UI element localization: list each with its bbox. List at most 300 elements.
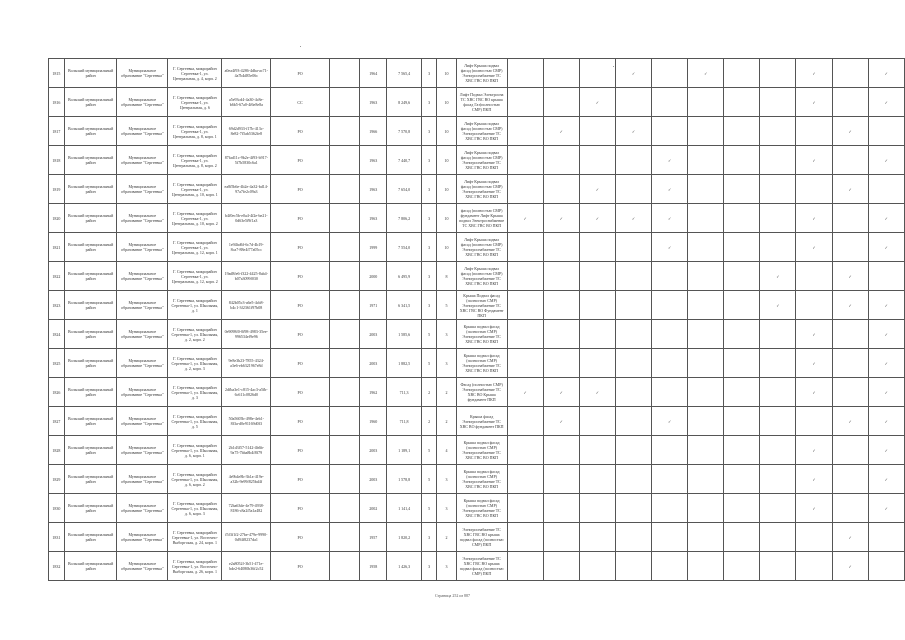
empty-check-cell	[796, 552, 832, 581]
municipality-cell: Муниципальное образование "Сергеевка"	[117, 407, 168, 436]
municipality-cell: Муниципальное образование "Сергеевка"	[117, 262, 168, 291]
entrances-cell: 2	[437, 523, 456, 552]
empty-check-cell	[543, 146, 579, 175]
empty-check-cell	[760, 88, 796, 117]
row-number: 1818	[49, 146, 65, 175]
district-cell: Вольский муниципальный район	[64, 407, 117, 436]
checkmark-icon: ✓	[868, 204, 904, 233]
empty-check-cell	[616, 146, 652, 175]
empty-check-cell	[832, 465, 868, 494]
checkmark-icon: ✓	[760, 291, 796, 320]
year-cell: 2002	[360, 494, 387, 523]
empty-check-cell	[868, 523, 904, 552]
checkmark-icon: ✓	[652, 407, 688, 436]
fias-guid-cell: 50a5605b-498e-4eb1-8f3a-d0e91169d0f3	[222, 407, 271, 436]
checkmark-icon: ✓	[652, 204, 688, 233]
account-form-cell: РО	[271, 436, 330, 465]
empty-check-cell	[652, 349, 688, 378]
district-cell: Вольский муниципальный район	[64, 552, 117, 581]
empty-check-cell	[724, 320, 760, 349]
empty-check-cell	[616, 233, 652, 262]
empty-cell	[329, 436, 359, 465]
account-form-cell: РО	[271, 465, 330, 494]
empty-check-cell	[579, 494, 615, 523]
floors-cell: 2	[421, 378, 436, 407]
empty-check-cell	[796, 523, 832, 552]
checkmark-icon: ✓	[616, 204, 652, 233]
row-number: 1826	[49, 378, 65, 407]
municipality-cell: Муниципальное образование "Сергеевка"	[117, 88, 168, 117]
table-row	[49, 233, 905, 262]
account-form-cell: РО	[271, 494, 330, 523]
empty-check-cell	[760, 552, 796, 581]
empty-check-cell	[724, 204, 760, 233]
table-row	[49, 88, 905, 117]
empty-check-cell	[543, 88, 579, 117]
empty-check-cell	[543, 436, 579, 465]
empty-check-cell	[507, 465, 543, 494]
year-cell: 1999	[360, 233, 387, 262]
row-number: 1830	[49, 494, 65, 523]
empty-check-cell	[688, 320, 724, 349]
empty-check-cell	[688, 378, 724, 407]
works-list-cell: Крыша подвал фасад (полностью СМР) Электроснабжение ТС ХВС ГВС ВО ПКП	[456, 465, 507, 494]
checkmark-icon: ✓	[796, 436, 832, 465]
empty-check-cell	[507, 320, 543, 349]
year-cell: 2003	[360, 320, 387, 349]
year-cell: 1960	[360, 407, 387, 436]
floors-cell: 3	[421, 552, 436, 581]
floors-cell: 3	[421, 175, 436, 204]
area-cell: 7 554,0	[387, 233, 422, 262]
works-list-cell: Лифт Крыша подвал фасад (полностью СМР) Электроснабжение ТС ХВС ГВС ВО ПКП	[456, 59, 507, 88]
entrances-cell: 10	[437, 204, 456, 233]
checkmark-icon: ✓	[652, 146, 688, 175]
fias-guid-cell: 69d2d933-f17b-413c-8e82-7f5ab5362fe8	[222, 117, 271, 146]
address-cell: Г. Сергеевка, микрорайон Сергеевка-1, ул. Школьная, д. 3	[168, 378, 222, 407]
floors-cell: 3	[421, 88, 436, 117]
table-row	[49, 117, 905, 146]
empty-check-cell	[688, 407, 724, 436]
floors-cell: 5	[421, 465, 436, 494]
empty-check-cell	[832, 233, 868, 262]
empty-check-cell	[724, 88, 760, 117]
empty-check-cell	[579, 552, 615, 581]
account-form-cell: РО	[271, 262, 330, 291]
empty-check-cell	[579, 436, 615, 465]
address-cell: Г. Сергеевка, микрорайон Сергеевка-1, ул. Школьная, д. 6, корп. 3	[168, 494, 222, 523]
fias-guid-cell: 72ba63de-4e79-4938-8186-c8a2f5a1a482	[222, 494, 271, 523]
entrances-cell: 5	[437, 291, 456, 320]
area-cell: 6 495,9	[387, 262, 422, 291]
empty-check-cell	[507, 233, 543, 262]
floors-cell: 3	[421, 523, 436, 552]
fias-guid-cell: 842b05c3-a6e5-4cb8-b4c1-3f2361f97b08	[222, 291, 271, 320]
municipality-cell: Муниципальное образование "Сергеевка"	[117, 465, 168, 494]
district-cell: Вольский муниципальный район	[64, 349, 117, 378]
checkmark-icon: ✓	[796, 59, 832, 88]
checkmark-icon: ✓	[868, 233, 904, 262]
empty-check-cell	[832, 59, 868, 88]
empty-check-cell	[507, 494, 543, 523]
table-row	[49, 349, 905, 378]
works-list-cell: фасад (полностью СМР) фундамент Лифт Крыша подвал Электроснабжение ТС ХВС ГВС ВО ПКП	[456, 204, 507, 233]
checkmark-icon: ✓	[868, 378, 904, 407]
empty-check-cell	[724, 436, 760, 465]
empty-check-cell	[868, 117, 904, 146]
checkmark-icon: ✓	[652, 175, 688, 204]
empty-check-cell	[579, 146, 615, 175]
empty-check-cell	[579, 465, 615, 494]
year-cell: 1966	[360, 117, 387, 146]
checkmark-icon: ✓	[868, 146, 904, 175]
address-cell: Г. Сергеевка, микрорайон Сергеевка-1, ул. Центральная, д. 6	[168, 88, 222, 117]
empty-check-cell	[724, 465, 760, 494]
works-list-cell: Электроснабжение ТС ХВС ГВС ВО крыша подвал фасад (полностью СМР) ПКП	[456, 523, 507, 552]
empty-cell	[329, 88, 359, 117]
area-cell: 1 820,2	[387, 523, 422, 552]
address-cell: Г. Сергеевка, микрорайон Сергеевка-1, ул. Школьная, д. 5	[168, 407, 222, 436]
year-cell: 1964	[360, 59, 387, 88]
entrances-cell: 2	[437, 407, 456, 436]
empty-cell	[329, 59, 359, 88]
area-cell: 711,3	[387, 378, 422, 407]
empty-check-cell	[616, 88, 652, 117]
fias-guid-cell: 87fad11c-9b2e-4f93-b917-5f7b5830c6a1	[222, 146, 271, 175]
row-number: 1831	[49, 523, 65, 552]
address-cell: Г. Сергеевка, микрорайон Сергеевка-1, ул. Школьная, д. 2, корп. 2	[168, 320, 222, 349]
empty-check-cell	[616, 494, 652, 523]
empty-check-cell	[543, 465, 579, 494]
empty-check-cell	[724, 117, 760, 146]
empty-check-cell	[579, 262, 615, 291]
checkmark-icon: ✓	[832, 407, 868, 436]
area-cell: 1 585,6	[387, 320, 422, 349]
empty-check-cell	[652, 117, 688, 146]
empty-cell	[329, 378, 359, 407]
works-list-cell: Крыша фасад Электроснабжение ТС ХВС ВО фундамент ПКП	[456, 407, 507, 436]
fias-guid-cell: 19ad8fe6-f322-4425-8ab4-b07a3099f030	[222, 262, 271, 291]
district-cell: Вольский муниципальный район	[64, 88, 117, 117]
district-cell: Вольский муниципальный район	[64, 233, 117, 262]
row-number: 1820	[49, 204, 65, 233]
row-number: 1829	[49, 465, 65, 494]
empty-check-cell	[868, 552, 904, 581]
empty-check-cell	[652, 523, 688, 552]
empty-check-cell	[616, 175, 652, 204]
account-form-cell: РО	[271, 117, 330, 146]
checkmark-icon: ✓	[796, 320, 832, 349]
empty-check-cell	[616, 552, 652, 581]
municipality-cell: Муниципальное образование "Сергеевка"	[117, 233, 168, 262]
address-cell: Г. Сергеевка, микрорайон Сергеевка-1, ул. Центральная, д. 4, корп. 2	[168, 59, 222, 88]
account-form-cell: РО	[271, 291, 330, 320]
district-cell: Вольский муниципальный район	[64, 378, 117, 407]
area-cell: 8 249,6	[387, 88, 422, 117]
table-row	[49, 204, 905, 233]
checkmark-icon: ✓	[832, 175, 868, 204]
table-row	[49, 262, 905, 291]
works-list-cell: Крыша подвал фасад (полностью СМР) Электроснабжение ТС ХВС ГВС ВО ПКП	[456, 436, 507, 465]
empty-check-cell	[832, 436, 868, 465]
checkmark-icon: ✓	[579, 378, 615, 407]
empty-check-cell	[616, 407, 652, 436]
floors-cell: 3	[421, 233, 436, 262]
empty-check-cell	[760, 378, 796, 407]
checkmark-icon: ✓	[796, 349, 832, 378]
district-cell: Вольский муниципальный район	[64, 523, 117, 552]
account-form-cell: СС	[271, 88, 330, 117]
year-cell: 1963	[360, 204, 387, 233]
fias-guid-cell: 0e9098f0-0f98-4983-35ee-996534ef9e96	[222, 320, 271, 349]
empty-check-cell	[652, 88, 688, 117]
checkmark-icon: ✓	[796, 233, 832, 262]
empty-check-cell	[616, 378, 652, 407]
empty-check-cell	[652, 320, 688, 349]
empty-check-cell	[543, 233, 579, 262]
address-cell: Г. Сергеевка, микрорайон Сергеевка-1, ул. Центральная, д. 10, корп. 2	[168, 204, 222, 233]
municipality-cell: Муниципальное образование "Сергеевка"	[117, 291, 168, 320]
account-form-cell: РО	[271, 233, 330, 262]
account-form-cell: РО	[271, 552, 330, 581]
entrances-cell: 2	[437, 378, 456, 407]
area-cell: 7 570,8	[387, 117, 422, 146]
empty-check-cell	[543, 59, 579, 88]
checkmark-icon: ✓	[579, 175, 615, 204]
empty-cell	[329, 523, 359, 552]
empty-check-cell	[543, 494, 579, 523]
empty-check-cell	[616, 349, 652, 378]
checkmark-icon: ✓	[652, 233, 688, 262]
empty-check-cell	[724, 349, 760, 378]
address-cell: Г. Сергеевка, микрорайон Сергеевка-1, ул. Центральная, д. 8, корп. 2	[168, 146, 222, 175]
fias-guid-cell: a5e93cd4-4a30-4c8e-b6b5-67a0-4f6e8e8a	[222, 88, 271, 117]
municipality-cell: Муниципальное образование "Сергеевка"	[117, 378, 168, 407]
municipality-cell: Муниципальное образование "Сергеевка"	[117, 117, 168, 146]
checkmark-icon: ✓	[868, 407, 904, 436]
address-cell: Г. Сергеевка, микрорайон Сергеевка-1, ул. Школьная, д. 6, корп. 1	[168, 436, 222, 465]
empty-check-cell	[724, 523, 760, 552]
empty-check-cell	[760, 349, 796, 378]
empty-check-cell	[724, 59, 760, 88]
address-cell: Г. Сергеевка, микрорайон Сергеевка-1, ул. Центральная, д. 10, корп. 1	[168, 175, 222, 204]
fias-guid-cell: 2dfba3e1-c815-4ac3-a5fb-6c611c0826d0	[222, 378, 271, 407]
empty-check-cell	[760, 175, 796, 204]
row-number: 1824	[49, 320, 65, 349]
empty-check-cell	[507, 175, 543, 204]
empty-check-cell	[724, 552, 760, 581]
empty-cell	[329, 117, 359, 146]
empty-check-cell	[616, 262, 652, 291]
checkmark-icon: ✓	[796, 494, 832, 523]
empty-check-cell	[832, 320, 868, 349]
empty-check-cell	[543, 320, 579, 349]
year-cell: 1963	[360, 175, 387, 204]
empty-check-cell	[652, 59, 688, 88]
empty-check-cell	[724, 175, 760, 204]
checkmark-icon: ✓	[868, 494, 904, 523]
checkmark-icon: ✓	[616, 117, 652, 146]
checkmark-icon: ✓	[507, 378, 543, 407]
checkmark-icon: ✓	[796, 378, 832, 407]
area-cell: 7 654,0	[387, 175, 422, 204]
checkmark-icon: ✓	[868, 291, 904, 320]
works-list-cell: Лифт Крыша подвал фасад (полностью СМР) Электроснабжение ТС ХВС ГВС ВО ПКП	[456, 117, 507, 146]
empty-check-cell	[652, 291, 688, 320]
empty-check-cell	[760, 407, 796, 436]
empty-check-cell	[832, 494, 868, 523]
area-cell: 1 189,1	[387, 436, 422, 465]
municipality-cell: Муниципальное образование "Сергеевка"	[117, 494, 168, 523]
fias-guid-cell: 9e8e3b23-7855-4324-a3e6-eb6321967e8d	[222, 349, 271, 378]
empty-cell	[329, 291, 359, 320]
works-list-cell: Лифт Крыша подвал фасад (полностью СМР) Электроснабжение ТС ХВС ГВС ВО ПКП	[456, 146, 507, 175]
floors-cell: 5	[421, 494, 436, 523]
checkmark-icon: ✓	[796, 204, 832, 233]
table-row	[49, 378, 905, 407]
empty-check-cell	[616, 465, 652, 494]
row-number: 1822	[49, 262, 65, 291]
empty-check-cell	[616, 436, 652, 465]
checkmark-icon: ✓	[616, 59, 652, 88]
year-cell: 1957	[360, 523, 387, 552]
empty-check-cell	[724, 146, 760, 175]
area-cell: 1 426,3	[387, 552, 422, 581]
entrances-cell: 3	[437, 494, 456, 523]
checkmark-icon: ✓	[760, 262, 796, 291]
works-list-cell: Фасад (полностью СМР) Электроснабжение ТС ХВС ВО Крыша фундамент ПКП	[456, 378, 507, 407]
entrances-cell: 8	[437, 262, 456, 291]
empty-check-cell	[796, 262, 832, 291]
empty-check-cell	[507, 552, 543, 581]
empty-cell	[329, 146, 359, 175]
empty-check-cell	[760, 117, 796, 146]
empty-check-cell	[688, 465, 724, 494]
empty-check-cell	[507, 407, 543, 436]
floors-cell: 3	[421, 117, 436, 146]
table-row	[49, 146, 905, 175]
row-number: 1825	[49, 349, 65, 378]
district-cell: Вольский муниципальный район	[64, 117, 117, 146]
register-table	[48, 58, 905, 581]
empty-check-cell	[616, 523, 652, 552]
empty-check-cell	[688, 117, 724, 146]
table-row	[49, 552, 905, 581]
empty-check-cell	[543, 175, 579, 204]
entrances-cell: 10	[437, 175, 456, 204]
address-cell: Г. Сергеевка, микрорайон Сергеевка-1, ул. Центральная, д. 12, корп. 1	[168, 233, 222, 262]
checkmark-icon: ✓	[796, 146, 832, 175]
table-row	[49, 494, 905, 523]
empty-check-cell	[688, 233, 724, 262]
checkmark-icon: ✓	[832, 262, 868, 291]
checkmark-icon: ✓	[832, 552, 868, 581]
address-cell: Г. Сергеевка, микрорайон Сергеевка-1, ул. Школьная, д. 1	[168, 291, 222, 320]
fias-guid-cell: a0ea4f93-4286-4dba-ac71-4a7b4d85e06c	[222, 59, 271, 88]
empty-check-cell	[579, 233, 615, 262]
floors-cell: 3	[421, 146, 436, 175]
empty-check-cell	[652, 552, 688, 581]
entrances-cell: 10	[437, 117, 456, 146]
empty-check-cell	[688, 523, 724, 552]
checkmark-icon: ✓	[868, 465, 904, 494]
fias-guid-cell: f5f3f1f2-27be-479e-9990-0d94f8237da1	[222, 523, 271, 552]
account-form-cell: РО	[271, 349, 330, 378]
empty-check-cell	[760, 494, 796, 523]
address-cell: Г. Сергеевка, микрорайон Сергеевка-1, ул. Центральная, д. 8, корп. 1	[168, 117, 222, 146]
year-cell: 1962	[360, 378, 387, 407]
table-row	[49, 407, 905, 436]
row-number: 1827	[49, 407, 65, 436]
fias-guid-cell: 1e94bd6f-6c7d-4b19-8ca7-88e4f77a05cc	[222, 233, 271, 262]
account-form-cell: РО	[271, 320, 330, 349]
empty-check-cell	[652, 378, 688, 407]
page-footer: Страница 252 из 887	[434, 593, 471, 598]
empty-cell	[329, 465, 359, 494]
checkmark-icon: ✓	[579, 88, 615, 117]
municipality-cell: Муниципальное образование "Сергеевка"	[117, 552, 168, 581]
empty-cell	[329, 552, 359, 581]
empty-check-cell	[688, 262, 724, 291]
fias-guid-cell: b4f0ec5b-e0a4-4f2e-be21-0d63e5f9f1a3	[222, 204, 271, 233]
municipality-cell: Муниципальное образование "Сергеевка"	[117, 204, 168, 233]
empty-check-cell	[760, 146, 796, 175]
empty-check-cell	[760, 59, 796, 88]
row-number: 1815	[49, 59, 65, 88]
year-cell: 2003	[360, 465, 387, 494]
empty-check-cell	[507, 291, 543, 320]
empty-check-cell	[796, 407, 832, 436]
address-cell: Г. Сергеевка, микрорайон Сергеевка-1, ул. Восточно-Выборгская, д. 24, корп. 1	[168, 523, 222, 552]
entrances-cell: 10	[437, 233, 456, 262]
empty-check-cell	[507, 59, 543, 88]
account-form-cell: РО	[271, 407, 330, 436]
entrances-cell: 3	[437, 320, 456, 349]
entrances-cell: 10	[437, 59, 456, 88]
district-cell: Вольский муниципальный район	[64, 436, 117, 465]
empty-cell	[329, 175, 359, 204]
floors-cell: 5	[421, 320, 436, 349]
works-list-cell: Крыша подвал фасад (полностью СМР) Электроснабжение ТС ХВС ГВС ВО ПКП	[456, 320, 507, 349]
empty-check-cell	[760, 204, 796, 233]
address-cell: Г. Сергеевка, микрорайон Сергеевка-1, ул. Школьная, д. 6, корп. 2	[168, 465, 222, 494]
district-cell: Вольский муниципальный район	[64, 494, 117, 523]
account-form-cell: РО	[271, 204, 330, 233]
municipality-cell: Муниципальное образование "Сергеевка"	[117, 320, 168, 349]
checkmark-icon: ✓	[868, 88, 904, 117]
empty-check-cell	[832, 204, 868, 233]
district-cell: Вольский муниципальный район	[64, 320, 117, 349]
empty-check-cell	[688, 494, 724, 523]
empty-check-cell	[507, 436, 543, 465]
district-cell: Вольский муниципальный район	[64, 291, 117, 320]
empty-cell	[329, 233, 359, 262]
municipality-cell: Муниципальное образование "Сергеевка"	[117, 436, 168, 465]
checkmark-icon: ✓	[543, 407, 579, 436]
floors-cell: 2	[421, 407, 436, 436]
municipality-cell: Муниципальное образование "Сергеевка"	[117, 175, 168, 204]
empty-check-cell	[688, 436, 724, 465]
empty-check-cell	[543, 523, 579, 552]
address-cell: Г. Сергеевка, микрорайон Сергеевка-1, ул. Центральная, д. 12, корп. 2	[168, 262, 222, 291]
empty-check-cell	[724, 233, 760, 262]
floors-cell: 3	[421, 291, 436, 320]
area-cell: 711,8	[387, 407, 422, 436]
entrances-cell: 10	[437, 146, 456, 175]
empty-check-cell	[724, 407, 760, 436]
empty-check-cell	[616, 320, 652, 349]
empty-check-cell	[760, 465, 796, 494]
